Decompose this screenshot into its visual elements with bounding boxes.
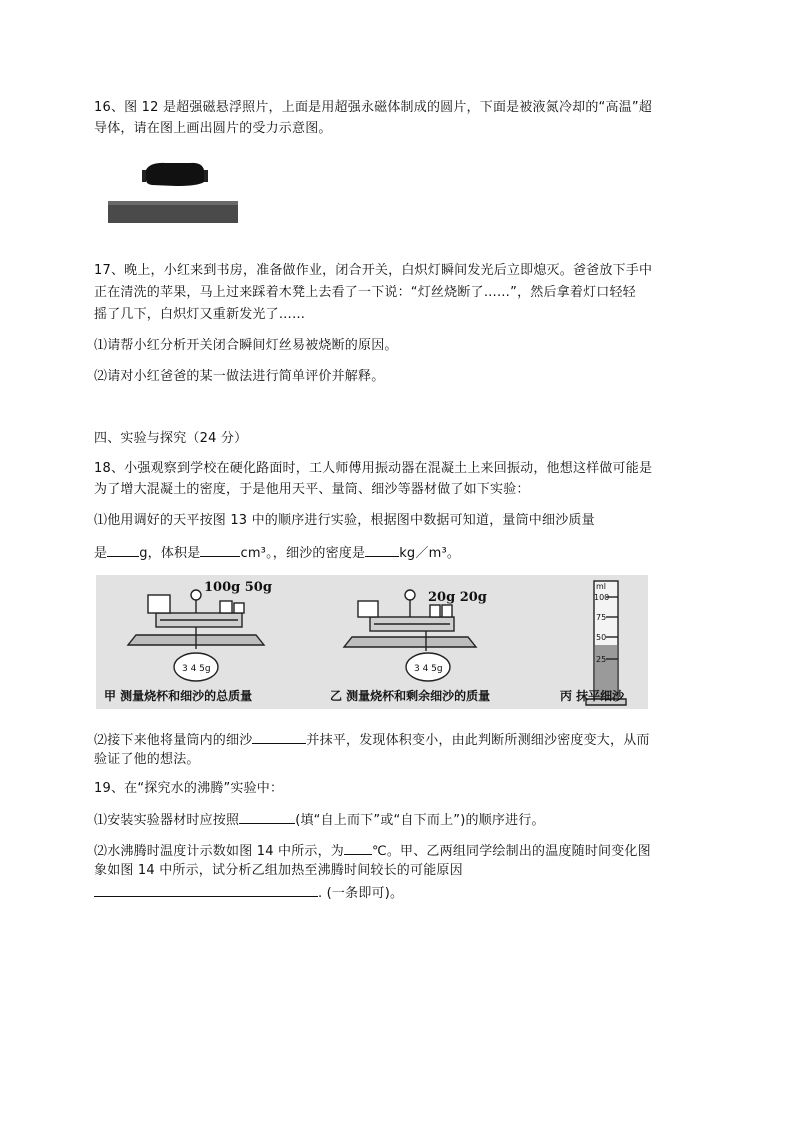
dial-b-label: 3 4 5g: [414, 664, 443, 674]
operation-blank[interactable]: [252, 730, 306, 744]
q19-sub2b: ℃。甲、乙两组同学绘制出的温度随时间变化图: [372, 844, 651, 859]
cylinder-unit: ml: [596, 582, 607, 591]
q18-fill-a: 是: [94, 546, 108, 561]
weights-b-label: 20g 20g: [428, 590, 487, 605]
dial-a-label: 3 4 5g: [182, 664, 211, 674]
q19-sub2d: . (一条即可)。: [318, 886, 404, 901]
q16-line2: 导体，请在图上画出圆片的受力示意图。: [94, 121, 332, 136]
volume-blank[interactable]: [200, 543, 240, 557]
section4-title: 四、实验与探究（24 分）: [94, 431, 248, 446]
q17-sub2: ⑵请对小红爸爸的某一做法进行简单评价并解释。: [94, 369, 385, 384]
q19-sub2d-line: [94, 883, 403, 903]
q18-sub2c: 验证了他的想法。: [94, 752, 200, 767]
cylinder-tick-50: 50: [596, 633, 607, 642]
weights-a-label: 100g 50g: [204, 580, 272, 595]
figure13-caption-b: 乙 测量烧杯和剩余细沙的质量: [330, 689, 491, 703]
q18-sub1: ⑴他用调好的天平按图 13 中的顺序进行实验，根据图中数据可知道，量筒中细沙质量: [94, 513, 595, 528]
q19-sub2: [94, 841, 651, 861]
order-blank[interactable]: [239, 810, 295, 824]
density-blank[interactable]: [365, 543, 399, 557]
q17-sub1: ⑴请帮小红分析开关闭合瞬间灯丝易被烧断的原因。: [94, 338, 398, 353]
q18-sub2a: ⑵接下来他将量筒内的细沙: [94, 733, 253, 748]
q16-line1: 16、图 12 是超强磁悬浮照片，上面是用超强永磁体制成的圆片，下面是被液氮冷却的“高温”超: [94, 100, 653, 115]
q17-line1: 17、晚上，小红来到书房，准备做作业，闭合开关，白炽灯瞬间发光后立即熄灭。爸爸放下手中: [94, 263, 653, 278]
q18-fill-line: [94, 543, 460, 563]
q19-sub2a: ⑵水沸腾时温度计示数如图 14 中所示，为: [94, 844, 345, 859]
q18-fill-b: g，体积是: [139, 546, 201, 561]
q19-sub2c: 象如图 14 中所示，试分析乙组加热至沸腾时间较长的可能原因: [94, 863, 463, 878]
q18-sub2b: 并抹平，发现体积变小，由此判断所测细沙密度变大，从而: [306, 733, 650, 748]
q18-line2: 为了增大混凝土的密度，于是他用天平、量筒、细沙等器材做了如下实验：: [94, 482, 530, 497]
q18-sub2-line1: [94, 730, 650, 750]
q19-line1: 19、在“探究水的沸腾”实验中：: [94, 781, 284, 796]
cylinder-tick-25: 25: [596, 655, 607, 664]
q18-fill-c: cm³。，细沙的密度是: [240, 546, 366, 561]
figure13-caption-a: 甲 测量烧杯和细沙的总质量: [104, 689, 253, 703]
q17-line2: 正在清洗的苹果，马上过来踩着木凳上去看了一下说：“灯丝烧断了……”，然后拿着灯口轻轻: [94, 285, 636, 300]
q19-sub1b: (填“自上而下”或“自下而上”)的顺序进行。: [295, 813, 545, 828]
q18-line1: 18、小强观察到学校在硬化路面时，工人师傅用振动器在混凝土上来回振动，他想这样做可能是: [94, 461, 653, 476]
figure-12-maglev-photo: [106, 152, 242, 230]
cylinder-tick-100: 100: [594, 593, 610, 602]
q17-line3: 摇了几下，白炽灯又重新发光了……: [94, 307, 306, 322]
q18-fill-d: kg／m³。: [399, 546, 461, 561]
mass-blank[interactable]: [107, 543, 139, 557]
cylinder-tick-75: 75: [596, 613, 607, 622]
q19-sub1: [94, 810, 545, 830]
q19-sub1a: ⑴安装实验器材时应按照: [94, 813, 240, 828]
reason-blank[interactable]: [94, 883, 318, 897]
temperature-blank[interactable]: [344, 841, 372, 855]
figure13-caption-c: 丙 抹平细沙: [560, 689, 625, 703]
